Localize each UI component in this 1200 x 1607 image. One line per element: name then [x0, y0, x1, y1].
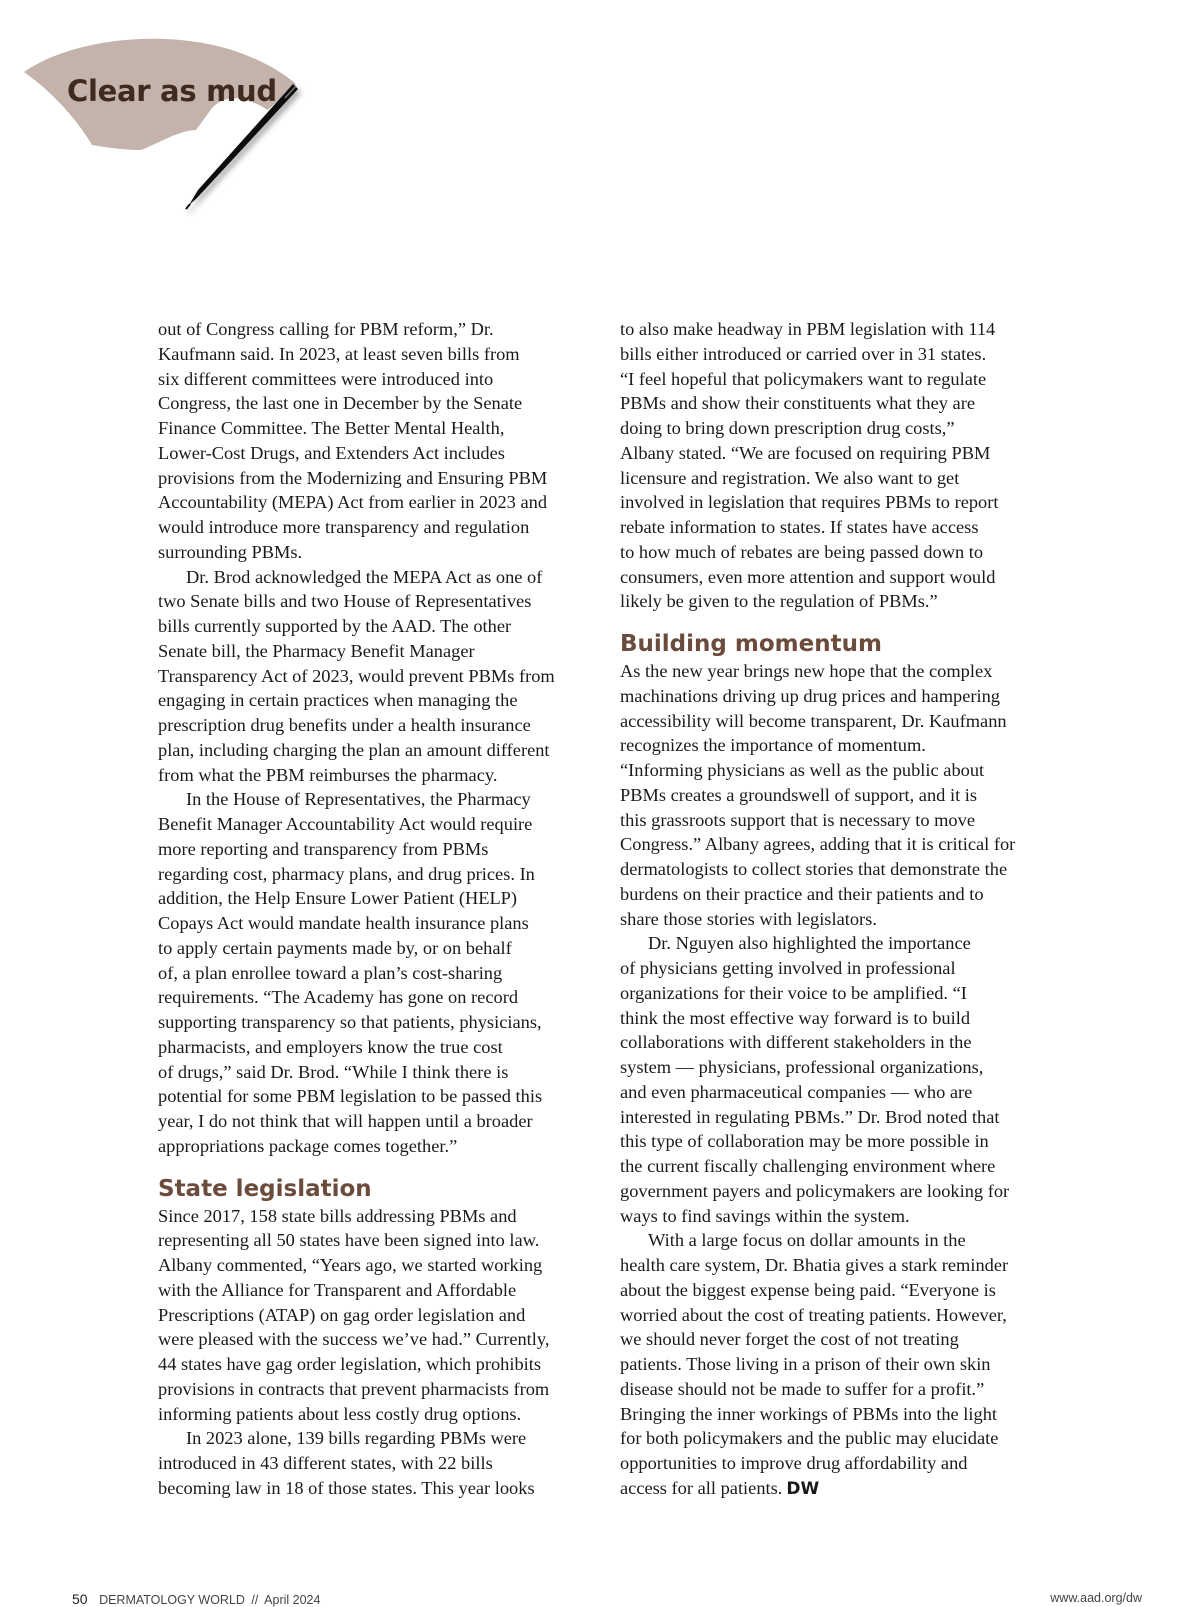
text-line: [158, 787, 598, 812]
text-line: [620, 733, 1060, 758]
line-text: potential for some PBM legislation to be passed this: [158, 1086, 543, 1107]
text-line: [620, 565, 1060, 590]
line-text: accessibility will become transparent, Dr. Kaufmann: [620, 710, 1007, 731]
line-text: Lower-Cost Drugs, and Extenders Act includes: [158, 442, 505, 463]
text-line: [158, 515, 598, 540]
line-text: Dr. Brod acknowledged the MEPA Act as one of: [186, 566, 543, 587]
text-line: [620, 1426, 1060, 1451]
text-line: [158, 1060, 598, 1085]
line-text: involved in legislation that requires PBMs to report: [620, 492, 999, 513]
line-text: doing to bring down prescription drug costs,”: [620, 418, 955, 438]
line-text: would introduce more transparency and regulation: [158, 517, 530, 537]
line-text: becoming law in 18 of those states. This year looks: [158, 1477, 535, 1498]
line-text: Bringing the inner workings of PBMs into the light: [620, 1403, 997, 1424]
paragraph: [158, 1204, 598, 1427]
line-text: Dr. Nguyen also highlighted the importance: [648, 933, 971, 954]
line-text: Copays Act would mandate health insurance plans: [158, 913, 529, 933]
text-line: [620, 589, 1060, 614]
footer-folio: [72, 1591, 320, 1607]
text-line: [620, 540, 1060, 565]
paragraph: [158, 565, 598, 788]
text-line: [620, 1154, 1060, 1179]
section-badge: [0, 0, 330, 230]
text-line: [158, 1253, 598, 1278]
line-text: 44 states have gag order legislation, which prohibits: [158, 1354, 542, 1374]
line-text: Congress, the last one in December by the Senate: [158, 393, 523, 414]
paragraph: [158, 787, 598, 1158]
text-line: [620, 907, 1060, 932]
text-line: [620, 1006, 1060, 1031]
line-text: Kaufmann said. In 2023, at least seven bills from: [158, 343, 520, 364]
text-line: [620, 1105, 1060, 1130]
text-line: [620, 342, 1060, 367]
line-text: share those stories with legislators.: [620, 908, 877, 929]
line-text: of drugs,” said Dr. Brod. “While I think there is: [158, 1061, 509, 1082]
line-text: “I feel hopeful that policymakers want to regulate: [620, 368, 987, 389]
text-line: [620, 1080, 1060, 1105]
text-line: [158, 391, 598, 416]
line-text: engaging in certain practices when managing the: [158, 690, 518, 711]
text-line: [158, 1327, 598, 1352]
text-line: [158, 317, 598, 342]
line-text: government payers and policymakers are looking for: [620, 1180, 1010, 1201]
line-text: Albany stated. “We are focused on requiring PBM: [620, 442, 991, 463]
text-line: [620, 659, 1060, 684]
text-line: [158, 886, 598, 911]
line-text: surrounding PBMs.: [158, 541, 303, 562]
page-number: 50: [72, 1591, 88, 1607]
paragraph: [620, 931, 1060, 1228]
footer-separator: //: [251, 1593, 259, 1607]
text-line: [158, 1303, 598, 1328]
line-text: rebate information to states. If states have access: [620, 517, 979, 537]
line-text: prescription drug benefits under a health insurance: [158, 715, 531, 735]
text-line: [158, 416, 598, 441]
paragraph: [158, 317, 598, 565]
text-line: [620, 832, 1060, 857]
text-line: [158, 911, 598, 936]
paragraph: [620, 317, 1060, 614]
line-text: supporting transparency so that patients, physicians,: [158, 1012, 542, 1032]
line-text: burdens on their practice and their patients and to: [620, 883, 984, 904]
line-text: introduced in 43 different states, with 22 bills: [158, 1453, 493, 1473]
line-text: In 2023 alone, 139 bills regarding PBMs were: [186, 1428, 527, 1449]
line-text: provisions from the Modernizing and Ensuring PBM: [158, 467, 548, 488]
line-text: As the new year brings new hope that the complex: [620, 661, 993, 681]
text-line: [620, 466, 1060, 491]
text-line: [158, 1109, 598, 1134]
text-line: [620, 783, 1060, 808]
text-line: [620, 391, 1060, 416]
line-text: we should never forget the cost of not treating: [620, 1329, 959, 1350]
text-line: [620, 1377, 1060, 1402]
line-text: Transparency Act of 2023, would prevent PBMs from: [158, 665, 555, 686]
issue-date: April 2024: [264, 1593, 321, 1607]
section-title: Clear as mud: [67, 74, 277, 108]
text-line: [158, 614, 598, 639]
line-text: recognizes the importance of momentum.: [620, 735, 926, 756]
line-text: licensure and registration. We also want to get: [620, 467, 960, 488]
line-text: opportunities to improve drug affordability and: [620, 1453, 968, 1473]
text-line: [620, 931, 1060, 956]
line-text: machinations driving up drug prices and hampering: [620, 685, 1000, 706]
text-line: [620, 515, 1060, 540]
paragraph: [620, 1228, 1060, 1500]
line-text: year, I do not think that will happen until a broader: [158, 1111, 533, 1131]
text-line: [620, 490, 1060, 515]
line-text: organizations for their voice to be amplified. “I: [620, 982, 967, 1003]
line-text: requirements. “The Academy has gone on record: [158, 987, 519, 1008]
text-line: [158, 367, 598, 392]
line-text: more reporting and transparency from PBMs: [158, 838, 489, 859]
line-text: think the most effective way forward is to build: [620, 1007, 971, 1028]
text-line: [620, 1402, 1060, 1427]
line-text: of physicians getting involved in professional: [620, 958, 956, 978]
line-text: Congress.” Albany agrees, adding that it is critical for: [620, 834, 1016, 855]
text-line: [620, 981, 1060, 1006]
line-text: pharmacists, and employers know the true cost: [158, 1036, 503, 1057]
text-line: [620, 1451, 1060, 1476]
line-text: the current fiscally challenging environment where: [620, 1156, 996, 1176]
line-text: With a large focus on dollar amounts in the: [648, 1230, 966, 1251]
text-line: [158, 985, 598, 1010]
article-column-right: [620, 317, 1060, 1501]
footer-url[interactable]: www.aad.org/dw: [1050, 1591, 1142, 1605]
line-text: Albany commented, “Years ago, we started working: [158, 1255, 543, 1275]
text-line: [158, 466, 598, 491]
text-line: [620, 1228, 1060, 1253]
text-line: [620, 857, 1060, 882]
text-line: [620, 882, 1060, 907]
text-line: [158, 441, 598, 466]
text-line: [620, 1179, 1060, 1204]
line-text: to apply certain payments made by, or on behalf: [158, 937, 512, 958]
text-line: [620, 808, 1060, 833]
line-text: to how much of rebates are being passed down to: [620, 541, 984, 562]
text-line: [158, 664, 598, 689]
line-text: bills either introduced or carried over in 31 states.: [620, 343, 987, 364]
line-text: Finance Committee. The Better Mental Health,: [158, 418, 505, 438]
line-text: with the Alliance for Transparent and Affordable: [158, 1279, 517, 1300]
line-text: regarding cost, pharmacy plans, and drug prices. In: [158, 863, 535, 884]
text-line: [620, 1055, 1060, 1080]
line-text: from what the PBM reimburses the pharmacy.: [158, 764, 498, 785]
line-text: In the House of Representatives, the Pharmacy: [186, 789, 531, 810]
text-line: [158, 1352, 598, 1377]
text-line: [158, 738, 598, 763]
text-line: [620, 709, 1060, 734]
text-line: [158, 936, 598, 961]
text-line: [158, 540, 598, 565]
line-text: system — physicians, professional organizations,: [620, 1057, 984, 1077]
text-line: [158, 1451, 598, 1476]
text-line: [158, 639, 598, 664]
line-text: of, a plan enrollee toward a plan’s cost-sharing: [158, 962, 503, 983]
line-text: consumers, even more attention and support would: [620, 566, 996, 587]
line-text: ways to find savings within the system.: [620, 1205, 910, 1226]
text-line: [158, 763, 598, 788]
text-line: [158, 1228, 598, 1253]
section-heading: State legislation: [158, 1175, 372, 1202]
text-line: [620, 441, 1060, 466]
text-line: [158, 1476, 598, 1501]
paragraph: [158, 1426, 598, 1500]
text-line: [158, 342, 598, 367]
text-line: [620, 1303, 1060, 1328]
line-text: to also make headway in PBM legislation with 114: [620, 319, 996, 339]
line-text: addition, the Help Ensure Lower Patient (HELP): [158, 888, 518, 909]
line-text: two Senate bills and two House of Representatives: [158, 591, 532, 612]
line-text: collaborations with different stakeholders in the: [620, 1032, 972, 1053]
text-line: [158, 862, 598, 887]
text-line: [158, 1035, 598, 1060]
article-column-left: [158, 317, 598, 1501]
text-line: [158, 837, 598, 862]
text-line: [620, 1253, 1060, 1278]
line-text: six different committees were introduced into: [158, 368, 494, 389]
text-line: [620, 367, 1060, 392]
line-text: were pleased with the success we’ve had.” Currently,: [158, 1329, 550, 1350]
line-text: likely be given to the regulation of PBMs.”: [620, 591, 938, 612]
text-line: [620, 1129, 1060, 1154]
text-line: [620, 1476, 1060, 1501]
text-line: [620, 317, 1060, 342]
line-text: PBMs and show their constituents what they are: [620, 393, 975, 414]
line-text: appropriations package comes together.”: [158, 1135, 458, 1156]
line-text: informing patients about less costly drug options.: [158, 1403, 522, 1424]
text-line: [158, 565, 598, 590]
text-line: [158, 1278, 598, 1303]
badge-shape: [0, 0, 330, 230]
line-text: health care system, Dr. Bhatia gives a stark reminder: [620, 1255, 1009, 1275]
text-line: [620, 1278, 1060, 1303]
line-text: this type of collaboration may be more possible in: [620, 1131, 989, 1152]
text-line: [158, 713, 598, 738]
line-text: Prescriptions (ATAP) on gag order legislation and: [158, 1304, 526, 1325]
line-text: and even pharmaceutical companies — who are: [620, 1081, 973, 1102]
line-text: dermatologists to collect stories that demonstrate the: [620, 859, 1008, 879]
line-text: access for all patients.: [620, 1477, 783, 1498]
text-line: [620, 684, 1060, 709]
text-line: [158, 812, 598, 837]
text-line: [620, 1327, 1060, 1352]
line-text: for both policymakers and the public may elucidate: [620, 1428, 999, 1449]
text-line: [158, 961, 598, 986]
text-line: [158, 1010, 598, 1035]
publication-name: DERMATOLOGY WORLD: [99, 1593, 245, 1607]
text-line: [158, 1377, 598, 1402]
line-text: out of Congress calling for PBM reform,” Dr.: [158, 319, 494, 339]
text-line: [158, 1402, 598, 1427]
line-text: “Informing physicians as well as the public about: [620, 760, 985, 780]
text-line: [620, 1204, 1060, 1229]
line-text: Benefit Manager Accountability Act would require: [158, 814, 533, 834]
line-text: bills currently supported by the AAD. The other: [158, 616, 512, 636]
text-line: [620, 758, 1060, 783]
line-text: Since 2017, 158 state bills addressing PBMs and: [158, 1205, 517, 1226]
text-line: [158, 1084, 598, 1109]
text-line: [158, 1426, 598, 1451]
text-line: [620, 416, 1060, 441]
line-text: patients. Those living in a prison of their own skin: [620, 1354, 991, 1374]
line-text: plan, including charging the plan an amount different: [158, 739, 550, 760]
line-text: worried about the cost of treating patients. However,: [620, 1304, 1007, 1325]
text-line: [158, 490, 598, 515]
line-text: disease should not be made to suffer for a profit.”: [620, 1378, 985, 1399]
line-text: this grassroots support that is necessary to move: [620, 809, 975, 830]
text-line: [158, 1134, 598, 1159]
text-line: [158, 688, 598, 713]
paragraph: [620, 659, 1060, 931]
line-text: representing all 50 states have been signed into law.: [158, 1230, 540, 1251]
section-heading: Building momentum: [620, 631, 882, 657]
text-line: [620, 1030, 1060, 1055]
text-line: [620, 956, 1060, 981]
end-mark: DW: [786, 1478, 820, 1499]
line-text: Accountability (MEPA) Act from earlier in 2023 and: [158, 492, 548, 513]
line-text: provisions in contracts that prevent pharmacists from: [158, 1378, 550, 1399]
text-line: [158, 1204, 598, 1229]
line-text: about the biggest expense being paid. “Everyone is: [620, 1279, 996, 1300]
line-text: interested in regulating PBMs.” Dr. Brod noted that: [620, 1106, 1000, 1127]
line-text: Senate bill, the Pharmacy Benefit Manager: [158, 640, 475, 661]
text-line: [158, 589, 598, 614]
line-text: PBMs creates a groundswell of support, and it is: [620, 784, 978, 805]
text-line: [620, 1352, 1060, 1377]
